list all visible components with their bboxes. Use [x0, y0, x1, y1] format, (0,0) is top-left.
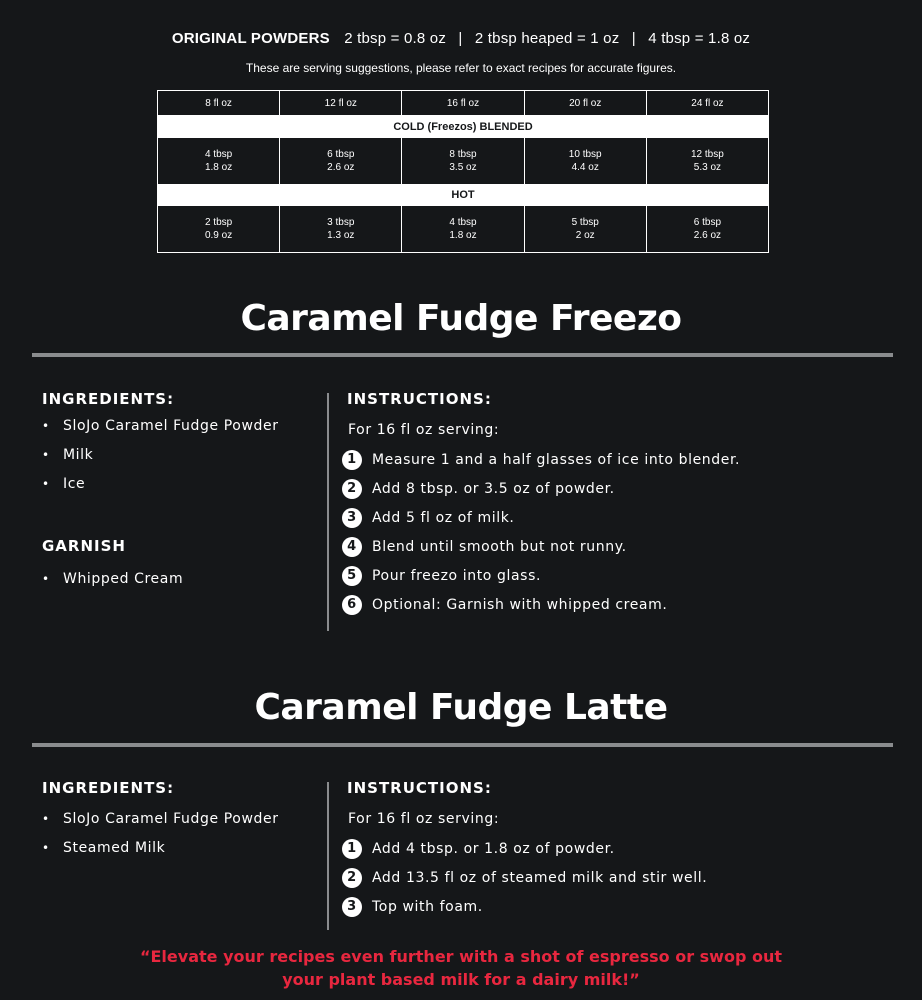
step-number-icon: 1	[342, 450, 362, 470]
oz-value: 1.8 oz	[449, 230, 477, 241]
step-item	[347, 503, 887, 532]
step-text: Optional: Garnish with whipped cream.	[372, 596, 668, 613]
serving-size: For 16 fl oz serving:	[348, 422, 500, 438]
freezo-ingredients	[42, 390, 322, 594]
step-number-icon: 2	[342, 868, 362, 888]
table-cell	[525, 138, 647, 184]
table-cell	[647, 206, 768, 252]
step-item	[347, 834, 887, 863]
step-text: Top with foam.	[372, 898, 483, 915]
list-item: • Steamed Milk	[42, 834, 322, 863]
step-item	[347, 863, 887, 892]
list-item: • SloJo Caramel Fudge Powder	[42, 412, 322, 441]
step-number-icon: 4	[342, 537, 362, 557]
table-cell	[647, 138, 768, 184]
step-number-icon: 6	[342, 595, 362, 615]
cold-row	[158, 138, 768, 184]
tbsp-value: 6 tbsp	[327, 149, 355, 160]
oz-value: 1.8 oz	[204, 162, 233, 173]
tbsp-value: 6 tbsp	[693, 217, 722, 228]
latte-title: Caramel Fudge Latte	[254, 687, 668, 728]
step-item	[347, 445, 887, 474]
steps-list	[347, 834, 887, 921]
table-cell	[280, 138, 402, 184]
table-cell	[402, 138, 524, 184]
instructions-heading: INSTRUCTIONS:	[347, 779, 492, 797]
ingredients-heading: INGREDIENTS:	[42, 390, 175, 408]
serving-size: For 16 fl oz serving:	[348, 811, 500, 827]
size-header: 20 fl oz	[525, 91, 647, 115]
oz-value: 2.6 oz	[327, 162, 355, 173]
step-text: Blend until smooth but not runny.	[372, 538, 627, 555]
tbsp-value: 4 tbsp	[204, 149, 233, 160]
tagline-line: “Elevate your recipes even further with a shot of espresso or swop out	[139, 947, 783, 966]
serving-note: These are serving suggestions, please refer to exact recipes for accurate figures.	[245, 61, 677, 75]
tbsp-value: 10 tbsp	[568, 149, 602, 160]
freezo-title: Caramel Fudge Freezo	[240, 298, 682, 339]
list-item: • Whipped Cream	[42, 565, 322, 594]
ingredients-list	[42, 805, 322, 863]
oz-value: 3.5 oz	[449, 162, 477, 173]
conversion-item: 2 tbsp = 0.8 oz	[344, 30, 447, 47]
powder-conversions	[0, 30, 922, 47]
step-text: Add 13.5 fl oz of steamed milk and stir well.	[372, 869, 708, 886]
oz-value: 1.3 oz	[327, 230, 355, 241]
steps-list	[347, 445, 887, 619]
column-divider	[327, 782, 329, 930]
garnish-heading: GARNISH	[42, 537, 126, 555]
serving-table	[157, 90, 769, 253]
oz-value: 4.4 oz	[571, 162, 599, 173]
tbsp-value: 8 tbsp	[449, 149, 477, 160]
size-header: 16 fl oz	[402, 91, 524, 115]
size-header: 8 fl oz	[158, 91, 280, 115]
hot-band: HOT	[158, 184, 768, 206]
conversion-item: 2 tbsp heaped = 1 oz	[474, 30, 620, 47]
latte-ingredients	[42, 779, 322, 863]
table-cell	[525, 206, 647, 252]
table-cell	[158, 138, 280, 184]
size-header: 12 fl oz	[280, 91, 402, 115]
step-number-icon: 3	[342, 897, 362, 917]
ingredients-list	[42, 412, 322, 499]
latte-divider	[32, 743, 893, 747]
tbsp-value: 5 tbsp	[571, 217, 599, 228]
separator: |	[631, 30, 636, 47]
tbsp-value: 4 tbsp	[449, 217, 477, 228]
table-cell	[158, 206, 280, 252]
cold-band: COLD (Freezos) BLENDED	[158, 116, 768, 138]
hot-row	[158, 206, 768, 252]
garnish-list	[42, 565, 322, 594]
column-divider	[327, 393, 329, 631]
oz-value: 5.3 oz	[693, 162, 722, 173]
tagline	[0, 945, 922, 991]
list-item: • Ice	[42, 470, 322, 499]
table-cell	[280, 206, 402, 252]
list-item: • SloJo Caramel Fudge Powder	[42, 805, 322, 834]
freezo-divider	[32, 353, 893, 357]
table-cell	[402, 206, 524, 252]
tbsp-value: 12 tbsp	[691, 149, 724, 160]
step-item	[347, 892, 887, 921]
step-text: Add 4 tbsp. or 1.8 oz of powder.	[372, 840, 615, 857]
tbsp-value: 3 tbsp	[327, 217, 355, 228]
step-number-icon: 1	[342, 839, 362, 859]
oz-value: 0.9 oz	[204, 230, 233, 241]
step-text: Add 5 fl oz of milk.	[372, 509, 515, 526]
instructions-heading: INSTRUCTIONS:	[347, 390, 492, 408]
freezo-instructions	[347, 390, 887, 619]
conversion-item: 4 tbsp = 1.8 oz	[648, 30, 751, 47]
latte-instructions	[347, 779, 887, 921]
ingredients-heading: INGREDIENTS:	[42, 779, 175, 797]
step-number-icon: 3	[342, 508, 362, 528]
separator: |	[458, 30, 463, 47]
tbsp-value: 2 tbsp	[204, 217, 233, 228]
step-text: Measure 1 and a half glasses of ice into blender.	[372, 451, 741, 468]
table-header-row	[158, 91, 768, 116]
step-number-icon: 2	[342, 479, 362, 499]
tagline-line: your plant based milk for a dairy milk!”	[282, 970, 640, 989]
step-number-icon: 5	[342, 566, 362, 586]
oz-value: 2 oz	[575, 230, 595, 241]
conversions-label: ORIGINAL POWDERS	[171, 30, 330, 47]
step-text: Pour freezo into glass.	[372, 567, 542, 584]
oz-value: 2.6 oz	[693, 230, 722, 241]
step-item	[347, 474, 887, 503]
step-item	[347, 532, 887, 561]
step-text: Add 8 tbsp. or 3.5 oz of powder.	[372, 480, 615, 497]
size-header: 24 fl oz	[691, 97, 724, 109]
step-item	[347, 561, 887, 590]
step-item	[347, 590, 887, 619]
list-item: • Milk	[42, 441, 322, 470]
